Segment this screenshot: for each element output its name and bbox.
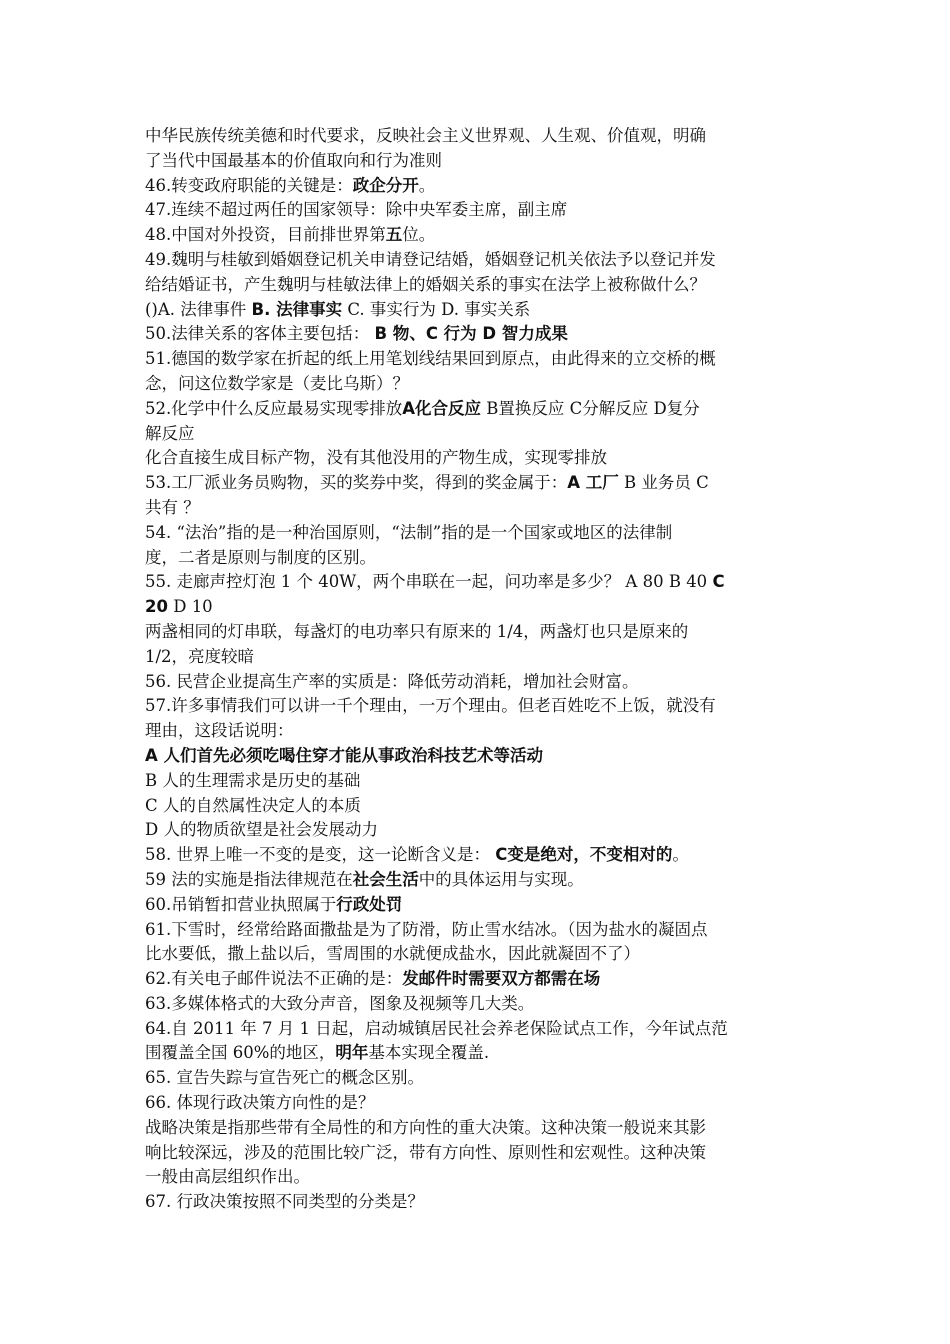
bold-text: 行政处罚 bbox=[336, 894, 403, 914]
text-line bbox=[145, 521, 815, 546]
text-line bbox=[145, 471, 815, 496]
text-span: 响比较深远，涉及的范围比较广泛，带有方向性、原则性和宏观性。这种决策 bbox=[145, 1142, 706, 1162]
bold-text: 明年 bbox=[335, 1043, 369, 1063]
text-line bbox=[145, 149, 815, 174]
text-span: 66. 体现行政决策方向性的是？ bbox=[145, 1093, 375, 1113]
bold-text: A化合反应 bbox=[402, 398, 482, 418]
text-line bbox=[145, 1141, 815, 1166]
bold-text: 发邮件时需要双方都需在场 bbox=[402, 969, 601, 989]
text-line bbox=[145, 1017, 815, 1042]
text-span: D 人的物质欲望是社会发展动力 bbox=[145, 820, 378, 840]
text-span: 51.德国的数学家在折起的纸上用笔划线结果回到原点，由此得来的立交桥的概 bbox=[145, 349, 716, 369]
bold-text: 政企分开 bbox=[352, 175, 419, 195]
text-line bbox=[145, 298, 815, 323]
text-line bbox=[145, 223, 815, 248]
text-line bbox=[145, 1091, 815, 1116]
text-line bbox=[145, 198, 815, 223]
bold-text: C变是绝对，不变相对的 bbox=[495, 845, 673, 865]
text-line bbox=[145, 273, 815, 298]
text-span: 念，问这位数学家是（麦比乌斯）？ bbox=[145, 373, 409, 393]
text-span: 57.许多事情我们可以讲一千个理由，一万个理由。但老百姓吃不上饭，就没有 bbox=[145, 696, 716, 716]
text-span: 62.有关电子邮件说法不正确的是： bbox=[145, 969, 403, 989]
text-span: 55. 走廊声控灯泡 1 个 40W，两个串联在一起，问功率是多少？ A 80 B 40 bbox=[145, 572, 713, 592]
text-span: 中的具体运用与实现。 bbox=[418, 869, 584, 889]
text-span: 理由，这段话说明： bbox=[145, 721, 294, 741]
text-span: 65. 宣告失踪与宣告死亡的概念区别。 bbox=[145, 1068, 424, 1088]
text-line bbox=[145, 496, 815, 521]
text-span: 化合直接生成目标产物，没有其他没用的产物生成，实现零排放 bbox=[145, 448, 607, 468]
text-line bbox=[145, 918, 815, 943]
text-span: C. 事实行为 D. 事实关系 bbox=[342, 299, 531, 319]
text-line bbox=[145, 818, 815, 843]
text-span: 一般由高层组织作出。 bbox=[145, 1167, 310, 1187]
text-line bbox=[145, 744, 815, 769]
text-line bbox=[145, 397, 815, 422]
text-span: B置换反应 C分解反应 D复分 bbox=[481, 398, 700, 418]
text-span: 53.工厂派业务员购物，买的奖券中奖，得到的奖金属于： bbox=[145, 473, 568, 493]
text-span: B 人的生理需求是历史的基础 bbox=[145, 770, 361, 790]
text-span: 1/2，亮度较暗 bbox=[145, 646, 255, 666]
text-line bbox=[145, 719, 815, 744]
text-span: 49.魏明与桂敏到婚姻登记机关申请登记结婚，婚姻登记机关依法予以登记并发 bbox=[145, 249, 716, 269]
text-span: 战略决策是指那些带有全局性的和方向性的重大决策。这种决策一般说来其影 bbox=[145, 1117, 706, 1137]
text-line bbox=[145, 1165, 815, 1190]
text-span: 位。 bbox=[402, 225, 436, 245]
bold-text: 20 bbox=[145, 597, 168, 617]
text-line bbox=[145, 967, 815, 992]
text-span: 56. 民营企业提高生产率的实质是：降低劳动消耗，增加社会财富。 bbox=[145, 671, 639, 691]
text-line bbox=[145, 248, 815, 273]
text-line bbox=[145, 347, 815, 372]
bold-text: B. 法律事实 bbox=[251, 299, 343, 319]
text-span: C 人的自然属性决定人的本质 bbox=[145, 795, 361, 815]
text-span: 58. 世界上唯一不变的是变，这一论断含义是： bbox=[145, 845, 496, 865]
text-span: 59 法的实施是指法律规范在 bbox=[145, 869, 353, 889]
text-span: 63.多媒体格式的大致分声音，图象及视频等几大类。 bbox=[145, 993, 535, 1013]
text-span: 。 bbox=[418, 175, 436, 195]
text-line bbox=[145, 124, 815, 149]
bold-text: A 工厂 bbox=[567, 473, 619, 493]
text-span: D 10 bbox=[167, 597, 213, 617]
text-span: 围覆盖全国 60%的地区， bbox=[145, 1043, 336, 1063]
text-line bbox=[145, 794, 815, 819]
text-line bbox=[145, 1190, 815, 1215]
bold-text: C bbox=[712, 572, 725, 592]
document-body bbox=[145, 124, 815, 1215]
text-span: 67. 行政决策按照不同类型的分类是？ bbox=[145, 1192, 424, 1212]
text-line bbox=[145, 546, 815, 571]
text-line bbox=[145, 893, 815, 918]
text-line bbox=[145, 1041, 815, 1066]
text-span: 54. “法治”指的是一种治国原则，“法制”指的是一个国家或地区的法律制 bbox=[145, 522, 673, 542]
text-line bbox=[145, 942, 815, 967]
text-line bbox=[145, 1116, 815, 1141]
text-span: 共有 ？ bbox=[145, 497, 200, 517]
text-line bbox=[145, 620, 815, 645]
text-span: 。 bbox=[672, 845, 689, 865]
text-span: 解反应 bbox=[145, 423, 195, 443]
text-span: 52.化学中什么反应最易实现零排放 bbox=[145, 398, 403, 418]
text-span: 47.连续不超过两任的国家领导：除中央军委主席，副主席 bbox=[145, 200, 568, 220]
text-line bbox=[145, 645, 815, 670]
text-line bbox=[145, 446, 815, 471]
text-span: 64.自 2011 年 7 月 1 日起，启动城镇居民社会养老保险试点工作，今年试点范 bbox=[145, 1018, 728, 1038]
text-line bbox=[145, 1066, 815, 1091]
text-line bbox=[145, 670, 815, 695]
text-span: ()A. 法律事件 bbox=[145, 299, 252, 319]
text-line bbox=[145, 694, 815, 719]
text-line bbox=[145, 570, 815, 595]
text-line bbox=[145, 595, 815, 620]
text-line bbox=[145, 868, 815, 893]
text-span: 给结婚证书，产生魏明与桂敏法律上的婚姻关系的事实在法学上被称做什么？ bbox=[145, 274, 706, 294]
bold-text: 五 bbox=[385, 225, 403, 245]
text-line bbox=[145, 322, 815, 347]
text-span: 两盏相同的灯串联，每盏灯的电功率只有原来的 1/4，两盏灯也只是原来的 bbox=[145, 621, 689, 641]
text-span: 度，二者是原则与制度的区别。 bbox=[145, 547, 376, 567]
text-span: 60.吊销暂扣营业执照属于 bbox=[145, 894, 337, 914]
text-span: 50.法律关系的客体主要包括： bbox=[145, 324, 375, 344]
text-span: 48.中国对外投资，目前排世界第 bbox=[145, 225, 386, 245]
text-span: B 业务员 C bbox=[618, 473, 709, 493]
text-span: 比水要低，撒上盐以后，雪周围的水就便成盐水，因此就凝固不了） bbox=[145, 944, 640, 964]
bold-text: A 人们首先必须吃喝住穿才能从事政治科技艺术等活动 bbox=[145, 745, 544, 765]
text-line bbox=[145, 372, 815, 397]
text-span: 了当代中国最基本的价值取向和行为准则 bbox=[145, 150, 442, 170]
text-span: 中华民族传统美德和时代要求，反映社会主义世界观、人生观、价值观，明确 bbox=[145, 126, 706, 145]
text-line bbox=[145, 174, 815, 199]
text-line bbox=[145, 843, 815, 868]
text-span: 61.下雪时，经常给路面撒盐是为了防滑，防止雪水结冰。（因为盐水的凝固点 bbox=[145, 919, 708, 939]
bold-text: 社会生活 bbox=[352, 869, 419, 889]
bold-text: B 物、C 行为 D 智力成果 bbox=[374, 324, 568, 344]
text-line bbox=[145, 769, 815, 794]
text-line bbox=[145, 422, 815, 447]
text-span: 基本实现全覆盖. bbox=[368, 1043, 490, 1063]
text-line bbox=[145, 992, 815, 1017]
text-span: 46.转变政府职能的关键是： bbox=[145, 175, 353, 195]
